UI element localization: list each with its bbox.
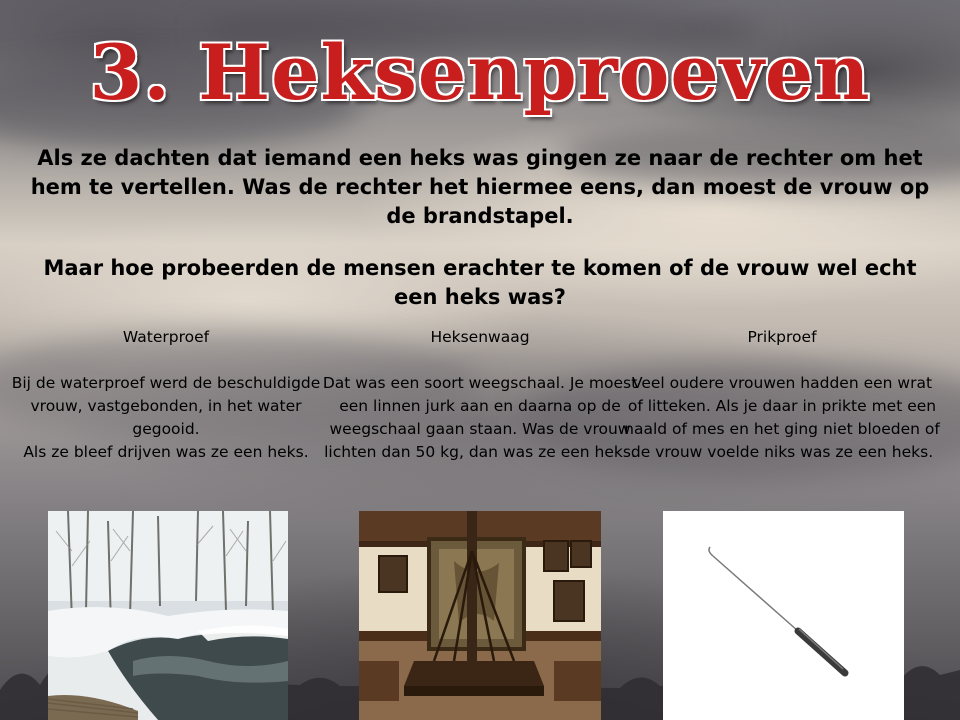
column-title: Prikproef bbox=[747, 328, 817, 346]
question-paragraph: Maar hoe probeerden de mensen erachter te komen of de vrouw wel echt een heks was? bbox=[43, 256, 917, 309]
needle-photo bbox=[663, 511, 904, 720]
snowy-creek-photo bbox=[48, 511, 288, 720]
column-body: Veel oudere vrouwen hadden een wrat of litteken. Als je daar in prikte met een naald of mes en het ging niet bloeden of de vrouw voelde niks was ze een heks. bbox=[624, 374, 940, 461]
column-title: Heksenwaag bbox=[430, 328, 530, 346]
column-body: Bij de waterproef werd de beschuldigde vrouw, vastgebonden, in het water gegooid. Als ze bleef drijven was ze een heks. bbox=[11, 374, 321, 461]
column-heksenwaag bbox=[322, 326, 638, 464]
slide-title: 3. Heksenproeven bbox=[89, 28, 871, 117]
column-title: Waterproef bbox=[122, 328, 210, 346]
column-waterproef bbox=[8, 326, 324, 464]
witch-scale-photo bbox=[359, 511, 601, 720]
intro-paragraph: Als ze dachten dat iemand een heks was gingen ze naar de rechter om het hem te vertellen. Was de rechter het hiermee eens, dan moest de vrouw op de brandstapel. bbox=[30, 146, 930, 228]
column-body: Dat was een soort weegschaal. Je moest een linnen jurk aan en daarna op de weegschaal gaan staan. Was de vrouw lichten dan 50 kg, dan was ze een heks. bbox=[322, 374, 638, 461]
column-prikproef bbox=[624, 326, 940, 464]
